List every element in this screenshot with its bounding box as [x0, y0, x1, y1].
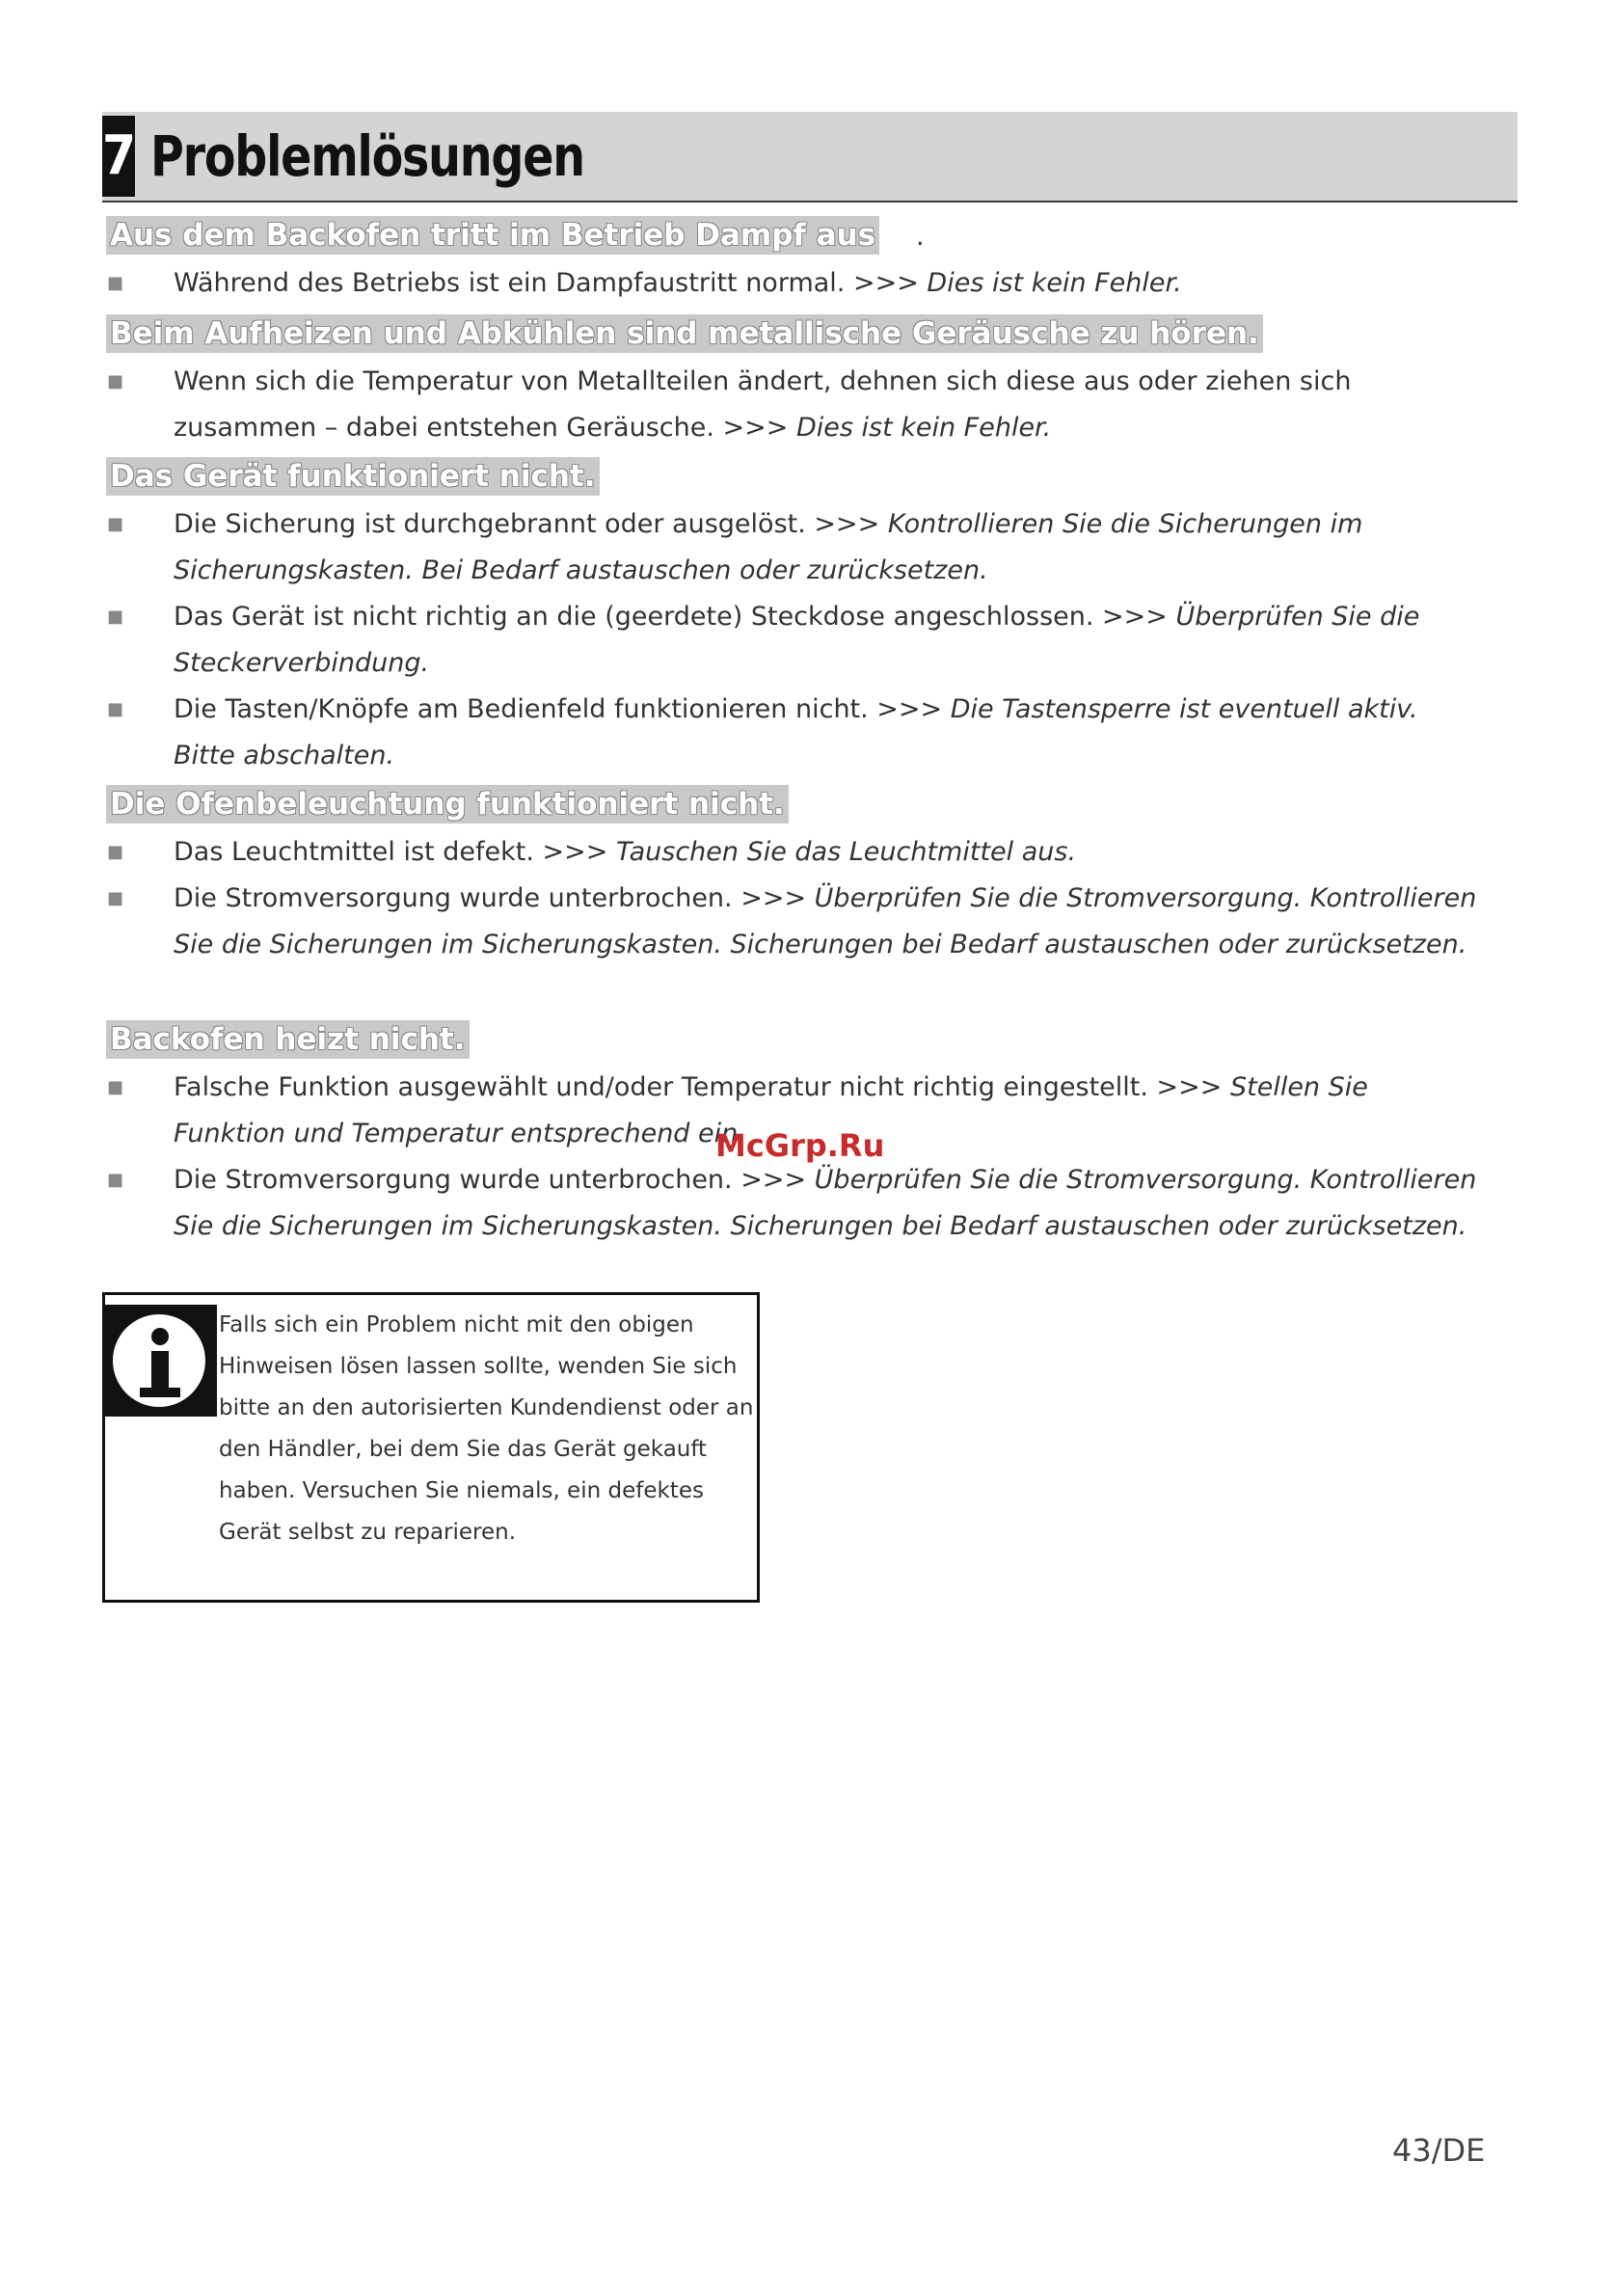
list-item — [107, 876, 1485, 968]
chapter-title: Problemlösungen — [150, 123, 584, 189]
problem-text: Wenn sich die Temperatur von Metallteilen ändert, dehnen sich diese aus oder ziehen sich zusammen – dabei entstehen Geräusche. >>> — [174, 366, 1352, 443]
section-heading-text: Aus dem Backofen tritt im Betrieb Dampf aus — [110, 218, 876, 253]
solution-text: Dies ist kein Fehler. — [795, 413, 1052, 443]
problem-text: Die Stromversorgung wurde unterbrochen. >>> — [174, 1165, 815, 1195]
problem-text: Das Leuchtmittel ist defekt. >>> — [174, 837, 616, 867]
section-heading: Backofen heizt nicht. — [106, 1020, 470, 1059]
chapter-number: 7 — [102, 116, 135, 197]
list-item — [107, 594, 1485, 687]
bullet-icon: ■ — [107, 514, 124, 534]
solution-text: Kontrollieren Sie die Sicherungen im Sicherungskasten. Bei Bedarf austauschen oder zurücksetzen. — [174, 509, 1363, 585]
list-item — [107, 687, 1485, 779]
problem-text: Die Stromversorgung wurde unterbrochen. >>> — [174, 883, 815, 913]
list-item — [107, 501, 1485, 594]
bullet-icon: ■ — [107, 1170, 124, 1190]
section-heading: Beim Aufheizen und Abkühlen sind metallische Geräusche zu hören. — [106, 314, 1263, 353]
section-heading — [106, 216, 879, 255]
bullet-icon: ■ — [107, 842, 124, 862]
list-item — [107, 260, 1485, 307]
problem-text: Die Sicherung ist durchgebrannt oder ausgelöst. >>> — [174, 509, 888, 539]
section-heading: Das Gerät funktioniert nicht. — [106, 457, 600, 496]
info-icon — [105, 1305, 217, 1417]
page-number: 43/DE — [1392, 2132, 1486, 2169]
info-note-box — [102, 1292, 760, 1603]
bullet-icon: ■ — [107, 1077, 124, 1097]
list-item — [107, 829, 1485, 876]
bullet-icon: ■ — [107, 371, 124, 392]
list-item — [107, 359, 1485, 451]
bullet-icon: ■ — [107, 699, 124, 719]
solution-text: Dies ist kein Fehler. — [927, 268, 1182, 298]
problem-text: Die Tasten/Knöpfe am Bedienfeld funktionieren nicht. >>> — [174, 694, 951, 724]
solution-text: Die Tastensperre ist eventuell aktiv. Bitte abschalten. — [174, 694, 1418, 770]
watermark: McGrp.Ru — [715, 1127, 885, 1164]
info-note-text: Falls sich ein Problem nicht mit den obigen Hinweisen lösen lassen sollte, wenden Sie sich bitte an den autorisierten Kundendienst oder an den Händler, bei dem Sie das Gerät gekauft haben. Versuchen Sie niemals, ein defektes Gerät selbst zu reparieren. — [219, 1312, 754, 1545]
bullet-icon: ■ — [107, 273, 124, 293]
problem-text: Während des Betriebs ist ein Dampfaustritt normal. >>> — [174, 268, 928, 298]
solution-text: Tauschen Sie das Leuchtmittel aus. — [615, 837, 1077, 867]
bullet-icon: ■ — [107, 607, 124, 627]
solution-text: Überprüfen Sie die Steckerverbindung. — [174, 602, 1420, 678]
chapter-title-bar — [102, 112, 1518, 203]
solution-text: Stellen Sie Funktion und Temperatur entsprechend ein. — [174, 1072, 1368, 1148]
problem-text: Falsche Funktion ausgewählt und/oder Temperatur nicht richtig eingestellt. >>> — [174, 1072, 1230, 1102]
solution-text: Überprüfen Sie die Stromversorgung. Kontrollieren Sie die Sicherungen im Sicherungskasten. Sicherungen bei Bedarf austauschen oder zurücksetzen. — [174, 1165, 1477, 1241]
section-heading: Die Ofenbeleuchtung funktioniert nicht. — [106, 785, 789, 824]
section-heading-suffix: . — [916, 222, 925, 252]
solution-text: Überprüfen Sie die Stromversorgung. Kontrollieren Sie die Sicherungen im Sicherungskasten. Sicherungen bei Bedarf austauschen oder zurücksetzen. — [174, 883, 1477, 959]
bullet-icon: ■ — [107, 888, 124, 908]
list-item — [107, 1157, 1485, 1250]
problem-text: Das Gerät ist nicht richtig an die (geerdete) Steckdose angeschlossen. >>> — [174, 602, 1176, 632]
